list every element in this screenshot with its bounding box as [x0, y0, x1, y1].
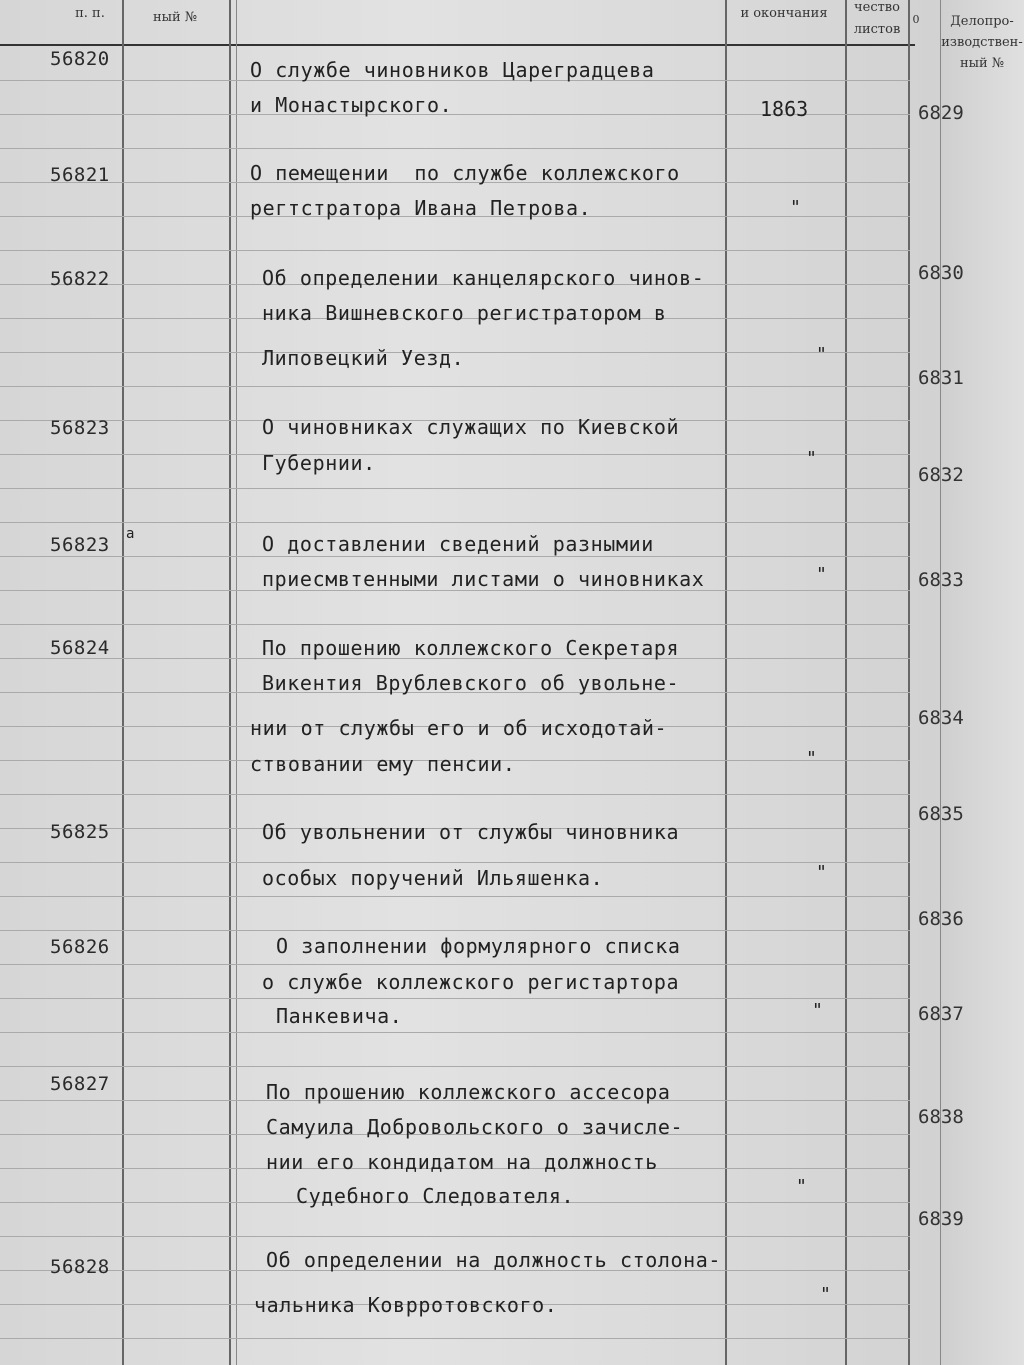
ditto-mark: "	[816, 862, 827, 883]
ditto-mark: "	[816, 344, 827, 365]
col-divider-1	[122, 0, 124, 1365]
header-col-office	[940, 14, 1024, 71]
header-office-line2: изводствен-	[941, 35, 1023, 50]
record-title-line: О заполнении формулярного списка	[276, 934, 681, 958]
ruled-line	[0, 386, 910, 387]
ruled-line	[0, 794, 910, 795]
header-col-sheets	[846, 0, 908, 44]
record-title-line: О доставлении сведений разнымии	[262, 532, 654, 556]
record-title-line: приесмвтенными листами о чиновниках	[262, 567, 705, 591]
record-title-line: О чиновниках служащих по Киевской	[262, 415, 680, 439]
office-number: 6836	[918, 908, 964, 930]
ruled-line	[0, 454, 910, 455]
record-title-line: чальника Коврротовского.	[254, 1293, 558, 1317]
record-title-line: Об увольнении от службы чиновника	[262, 820, 680, 844]
record-title-line: Панкевича.	[276, 1004, 403, 1028]
record-title-line: О службе чиновников Цареградцева	[250, 58, 655, 82]
record-title-line: По прошению коллежского Секретаря	[262, 636, 680, 660]
record-number: 56820	[50, 48, 110, 70]
office-number: 6831	[918, 367, 964, 389]
record-title-line: Судебного Следователя.	[296, 1184, 575, 1208]
header-col-inv: ный №	[152, 10, 198, 25]
ruled-line	[0, 1338, 910, 1339]
ruled-line	[0, 148, 910, 149]
office-number: 6830	[918, 262, 964, 284]
office-number: 6834	[918, 707, 964, 729]
header-office-line1: Делопро-	[950, 14, 1014, 29]
office-number: 6838	[918, 1106, 964, 1128]
ruled-line	[0, 862, 910, 863]
office-number: 6832	[918, 464, 964, 486]
ditto-mark: "	[806, 448, 817, 469]
record-title-line: и Монастырского.	[250, 93, 453, 117]
next-page-edge	[940, 0, 1024, 1365]
header-rule	[0, 44, 915, 46]
col-divider-4	[725, 0, 727, 1365]
ditto-mark: "	[812, 1000, 823, 1021]
ruled-line	[0, 1236, 910, 1237]
record-title-line: нии от службы его и об исходотай-	[250, 716, 668, 740]
record-title-line: Об определении канцелярского чинов-	[262, 266, 705, 290]
ruled-line	[0, 1032, 910, 1033]
ditto-mark: "	[816, 564, 827, 585]
record-title-line: Липовецкий Уезд.	[262, 346, 465, 370]
record-title-line: ника Вишневского регистратором в	[262, 301, 667, 325]
ruled-line	[0, 896, 910, 897]
office-number: 6829	[918, 102, 964, 124]
record-title-line: По прошению коллежского ассесора	[266, 1080, 671, 1104]
ditto-mark: "	[796, 1176, 807, 1197]
office-number: 6839	[918, 1208, 964, 1230]
record-number: 56826	[50, 936, 110, 958]
col-divider-5	[845, 0, 847, 1365]
ruled-line	[0, 930, 910, 931]
ruled-line	[0, 998, 910, 999]
record-number: 56823	[50, 417, 110, 439]
office-number: 6835	[918, 803, 964, 825]
record-year: 1863	[760, 97, 809, 121]
record-number-suffix: а	[126, 526, 135, 542]
record-title-line: нии его кондидатом на должность	[266, 1150, 658, 1174]
ruled-line	[0, 1066, 910, 1067]
ditto-mark: "	[820, 1284, 831, 1305]
record-title-line: регтстратора Ивана Петрова.	[250, 196, 592, 220]
ruled-line	[0, 522, 910, 523]
record-number: 56824	[50, 637, 110, 659]
record-title-line: Губернии.	[262, 451, 376, 475]
ruled-line	[0, 964, 910, 965]
ditto-mark: "	[806, 748, 817, 769]
record-title-line: особых поручений Ильяшенка.	[262, 866, 604, 890]
record-title-line: Викентия Врублевского об увольне-	[262, 671, 680, 695]
col-divider-3	[236, 0, 237, 1365]
ruled-line	[0, 556, 910, 557]
header-col-end: и окончания	[740, 6, 828, 21]
record-number: 56821	[50, 164, 110, 186]
record-number: 56823	[50, 534, 110, 556]
header-office-line3: ный №	[959, 56, 1005, 71]
record-number: 56825	[50, 821, 110, 843]
record-title-line: Самуила Добровольского о зачисле-	[266, 1115, 684, 1139]
record-number: 56828	[50, 1256, 110, 1278]
record-title-line: Об определении на должность столона-	[266, 1248, 722, 1272]
record-number: 56822	[50, 268, 110, 290]
header-col-zero: 0	[912, 13, 920, 26]
ruled-line	[0, 624, 910, 625]
header-sheets-line1: чество	[854, 0, 900, 15]
office-number: 6833	[918, 569, 964, 591]
record-title-line: о службе коллежского регистартора	[262, 970, 680, 994]
col-divider-6	[908, 0, 910, 1365]
col-divider-2	[229, 0, 231, 1365]
ditto-mark: "	[790, 197, 801, 218]
record-number: 56827	[50, 1073, 110, 1095]
header-col-num: п. п.	[75, 6, 105, 21]
header-sheets-line2: листов	[853, 22, 901, 37]
ruled-line	[0, 250, 910, 251]
office-number: 6837	[918, 1003, 964, 1025]
record-title-line: О пемещении по службе коллежского	[250, 161, 680, 185]
record-title-line: ствовании ему пенсии.	[250, 752, 516, 776]
ruled-line	[0, 488, 910, 489]
